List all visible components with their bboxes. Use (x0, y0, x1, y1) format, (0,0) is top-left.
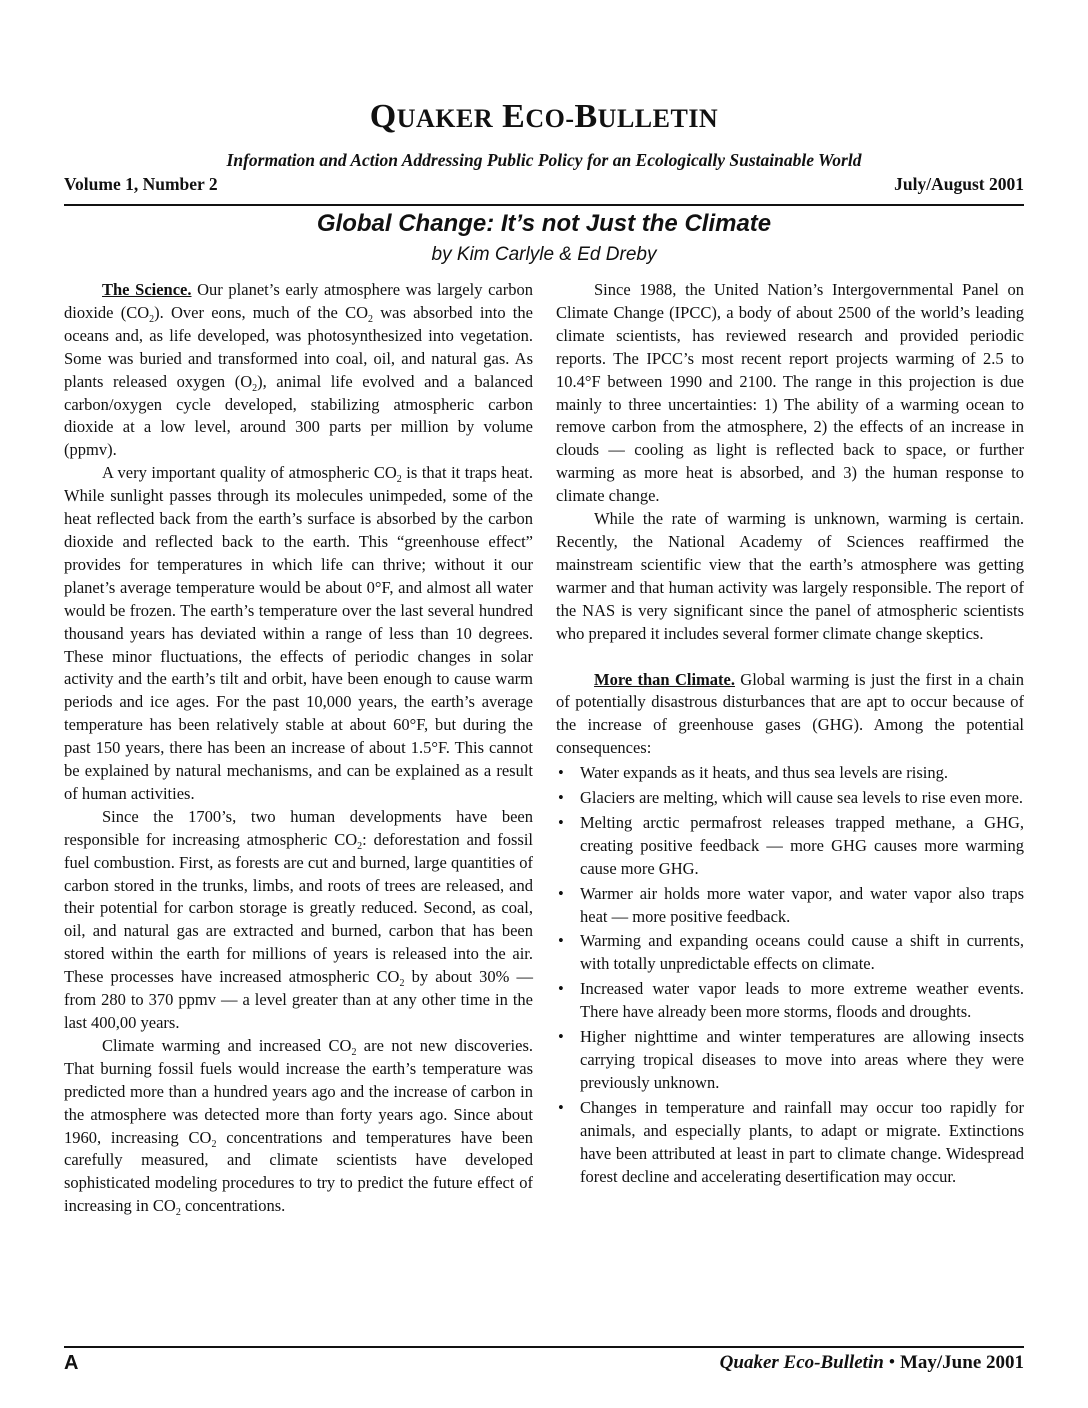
consequences-list (556, 762, 1024, 1188)
bullet-icon: • (558, 763, 564, 783)
list-item: • Changes in temperature and rainfall may occur too rapidly for animals, and especially plants, to adapt or migrate. Extinctions have been attributed at least in part to climate change. Widespread forest decline and accelerating desertification may occur. (558, 1097, 1024, 1186)
footer-rule (64, 1346, 1024, 1348)
paragraph-greenhouse: A very important quality of atmospheric $CO_2$ is that it traps heat. While sunlight passes through its molecules unimpeded, some of the heat reflected back from the earth’s surface is absorbed by the carbon dioxide and reflected back to the earth. This “greenhouse effect” provides for temperatures in which life can thrive; without it our planet’s average temperature would be about 0°F, and almost all water would be frozen. The earth’s temperature over the last several hundred thousand years has deviated within a range of less than 10 degrees. These minor fluctuations, the effects of periodic changes in solar activity and the earth’s tilt and orbit, have been enough to cause warm periods and ice ages. For the past 10,000 years, the earth’s average temperature has been relatively stable at about 60°F, but during the past 150 years, there has been an increase of about 1.5°F. This cannot be explained by natural mechanisms, and can be explained as a result of human activities. (64, 463, 533, 803)
list-item: • Glaciers are melting, which will cause sea levels to rise even more. (556, 787, 1024, 810)
volume-line (64, 174, 1024, 195)
bullet-icon: • (558, 812, 564, 832)
section-heading-more-than-climate: More than Climate. (594, 669, 735, 689)
paragraph-science: The Science. Our planet’s early atmosphere was largely carbon dioxide $(CO_2)$. Over eons, much of the $CO_2$ was absorbed into the oceans and, as life developed, was photosynthesized into vegetation. Some was buried and transformed into coal, oil, and natural gas. As plants released oxygen $(O_2)$, animal life evolved and a balanced carbon/oxygen cycle developed, stabilizing atmospheric carbon dioxide at a low level, around 300 parts per million by volume (ppmv). (64, 280, 533, 460)
paragraph-discoveries: Climate warming and increased $CO_2$ are not new discoveries. That burning fossil fuels would increase the earth’s temperature was predicted more than a hundred years ago and the increase of carbon in the atmosphere was detected more than forty years ago. Since about 1960, increasing $CO_2$ concentrations and temperatures have been carefully measured, and climate scientists have developed sophisticated modeling procedures to try to predict the future effect of increasing in $CO_2$ concentrations. (64, 1035, 533, 1219)
paragraph-ipcc: Since 1988, the United Nation’s Intergovernmental Panel on Climate Change (IPCC), a body of about 2500 of the world’s leading climate scientists, has reviewed research and provided periodic reports. The IPCC’s most recent report projects warming of 2.5 to 10.4°F between 1990 and 2100. The range in this projection is due mainly to three uncertainties: 1) The ability of a warming ocean to remove carbon from the atmosphere, 2) the effects of an increase in clouds — cooling as light is reflected back to space, or further warming as more heat is absorbed, and 3) the human response to climate change. (556, 280, 1024, 506)
list-item: • Warming and expanding oceans could cause a shift in currents, with totally unpredictable effects on climate. (558, 931, 1024, 974)
volume-number: Volume 1, Number 2 (64, 174, 218, 194)
section-heading-science: The Science. (102, 280, 192, 299)
list-item: • Melting arctic permafrost releases trapped methane, a GHG, creating positive feedback — more GHG causes more warming cause more GHG. (558, 812, 1024, 878)
list-item: • Warmer air holds more water vapor, and water vapor also traps heat — more positive feedback. (558, 883, 1024, 926)
bullet-icon: • (558, 883, 564, 903)
paragraph-nas: While the rate of warming is unknown, warming is certain. Recently, the National Academy of Sciences reaffirmed the mainstream scientific view that the earth’s atmosphere was getting warmer and that human activity was largely responsible. The report of the NAS is very significant since the panel of atmospheric scientists who prepared it includes several former climate change skeptics. (556, 509, 1024, 643)
page-letter: A (64, 1352, 79, 1374)
paragraph-more-than-climate: More than Climate. Global warming is just the first in a chain of potentially disastrous disturbances that are apt to occur because of the increase of greenhouse gases (GHG). Among the potential consequences: (556, 669, 1025, 758)
footer-info (720, 1352, 1024, 1374)
paragraph-human-developments: Since the 1700’s, two human developments have been responsible for increasing atmospheric $CO_2$: deforestation and fossil fuel combustion. First, as forests are cut and burned, large quantities of carbon stored in the trunks, limbs, and roots of trees are released, and their potential for carbon storage is greatly reduced. Second, as coal, oil, and natural gas are extracted and burned, carbon that has been stored within the earth for millions of years is released into the air. These processes have increased atmospheric $CO_2$ by about 30% — from 280 to 370 ppmv — a level greater than at any other time in the last 400,00 years. (64, 806, 533, 1032)
list-item: • Increased water vapor leads to more extreme weather events. There have already been more storms, floods and droughts. (558, 979, 1024, 1022)
bullet-icon: • (558, 788, 564, 808)
list-item: • Water expands as it heats, and thus sea levels are rising. (556, 762, 1024, 785)
bullet-icon: • (558, 1097, 564, 1117)
bullet-icon: • (558, 1027, 564, 1047)
masthead-title: QUAKER ECO-BULLETIN (369, 98, 719, 135)
article-title: Global Change: It’s not Just the Climate (316, 210, 772, 237)
left-column (64, 279, 533, 1218)
article-byline: by Kim Carlyle & Ed Dreby (431, 244, 657, 265)
tagline: Information and Action Addressing Public Policy for an Ecologically Sustainable World (226, 150, 862, 170)
issue-date: July/August 2001 (894, 174, 1024, 194)
bullet-icon: • (558, 979, 564, 999)
bullet-icon: • (558, 931, 564, 951)
header-rule (64, 204, 1024, 206)
list-item: • Higher nighttime and winter temperatures are allowing insects carrying tropical diseases to move into areas where they were previously unknown. (558, 1027, 1024, 1092)
footer-date: May/June 2001 (899, 1352, 1024, 1373)
footer-separator: • (888, 1352, 896, 1373)
right-column (556, 279, 1024, 1188)
footer-publication: Quaker Eco-Bulletin (719, 1352, 884, 1373)
